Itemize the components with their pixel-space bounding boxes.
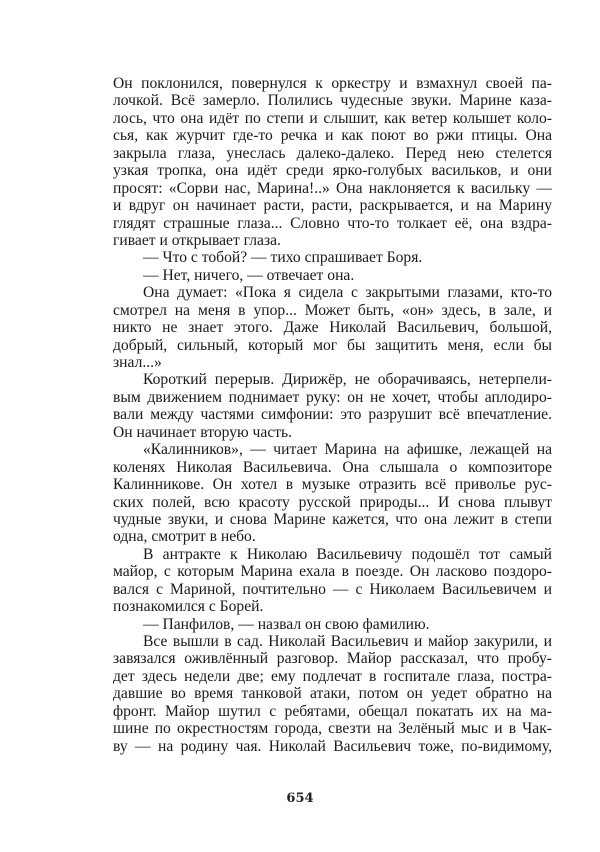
text-line: Он начинает вторую часть. xyxy=(113,423,293,441)
text-line: ских полей, всю красоту русской природы... И снова плывут xyxy=(113,493,552,511)
text-line: коленях Николая Васильевича. Она слышала о композиторе xyxy=(113,458,552,476)
body-text xyxy=(113,75,552,755)
text-line: глядят страшные глаза... Словно что-то толкает её, она вздра- xyxy=(113,214,552,232)
text-line: — Нет, ничего, — отвечает она. xyxy=(143,266,355,284)
text-line: В антракте к Николаю Васильевичу подошёл тот самый xyxy=(143,545,552,563)
text-line: — Панфилов, — назвал он свою фамилию. xyxy=(143,615,430,633)
text-line: вали между частями симфонии: это разрушит всё впечатление. xyxy=(113,406,552,424)
text-line: никто не знает этого. Даже Николай Васильевич, большой, xyxy=(113,319,552,337)
text-line: лось, что она идёт по степи и слышит, как ветер колышет коло- xyxy=(113,109,552,127)
paragraph xyxy=(113,267,552,284)
paragraph xyxy=(113,546,552,616)
text-line: — Что с тобой? — тихо спрашивает Боря. xyxy=(143,249,423,267)
text-line: вался с Мариной, почтительно — с Николаем Васильевичем и xyxy=(113,580,552,598)
paragraph xyxy=(113,441,552,546)
text-line: ву — на родину чая. Николай Васильевич тоже, по-видимому, xyxy=(113,737,552,755)
text-line: закрыла глаза, унеслась далеко-далеко. Перед нею стелется xyxy=(113,144,552,162)
text-line: майор, с которым Марина ехала в поезде. Он ласково поздоро- xyxy=(113,563,552,581)
text-line: знал...» xyxy=(113,354,162,371)
paragraph xyxy=(113,371,552,441)
text-line: узкая тропка, она идёт среди ярко-голубых васильков, и они xyxy=(113,162,552,180)
text-line: лочкой. Всё замерло. Полились чудесные звуки. Марине каза- xyxy=(113,92,552,110)
paragraph xyxy=(113,616,552,633)
text-line: фронт. Майор шутил с ребятами, обещал покатать их на ма- xyxy=(113,702,552,720)
text-line: Короткий перерыв. Дирижёр, не оборачиваясь, нетерпели- xyxy=(143,371,552,389)
text-line: Калинникове. Он хотел в музыке отразить всё приволье рус- xyxy=(113,476,552,494)
text-line: просят: «Сорви нас, Марина!..» Она наклоняется к васильку — xyxy=(113,179,552,197)
text-line: давшие во время танковой атаки, потом он уедет обратно на xyxy=(113,685,552,703)
text-line: сья, как журчит где-то речка и как поют во ржи птицы. Она xyxy=(113,127,552,145)
text-line: вым движением поднимает руку: он не хочет, чтобы аплодиро- xyxy=(113,388,552,406)
text-line: Он поклонился, повернулся к оркестру и взмахнул своей па- xyxy=(113,75,552,92)
paragraph xyxy=(113,284,552,371)
text-line: дет здесь недели две; ему подлечат в госпитале глаза, постра- xyxy=(113,667,552,685)
text-line: и вдруг он начинает расти, расти, раскрывается, и на Марину xyxy=(113,197,552,215)
text-line: чудные звуки, и снова Марине кажется, что она лежит в степи xyxy=(113,510,552,528)
text-line: одна, смотрит в небо. xyxy=(113,528,256,546)
text-line: Все вышли в сад. Николай Васильевич и майор закурили, и xyxy=(143,633,552,650)
text-line: шине по окрестностям города, свезти на Зелёный мыс и в Чак- xyxy=(113,720,552,738)
text-line: Она думает: «Пока я сидела с закрытыми глазами, кто-то xyxy=(143,284,552,302)
page-number: 654 xyxy=(286,791,314,806)
paragraph xyxy=(113,633,552,755)
text-line: завязался оживлённый разговор. Майор рассказал, что пробу- xyxy=(113,650,552,668)
paragraph xyxy=(113,249,552,266)
text-line: гивает и открывает глаза. xyxy=(113,231,281,249)
text-line: добрый, сильный, который мог бы защитить меня, если бы xyxy=(113,336,552,354)
text-line: «Калинников», — читает Марина на афишке, лежащей на xyxy=(143,441,552,459)
text-line: познакомился с Борей. xyxy=(113,598,264,616)
paragraph xyxy=(113,75,552,249)
text-line: смотрел на меня в упор... Может быть, «он» здесь, в зале, и xyxy=(113,301,552,319)
